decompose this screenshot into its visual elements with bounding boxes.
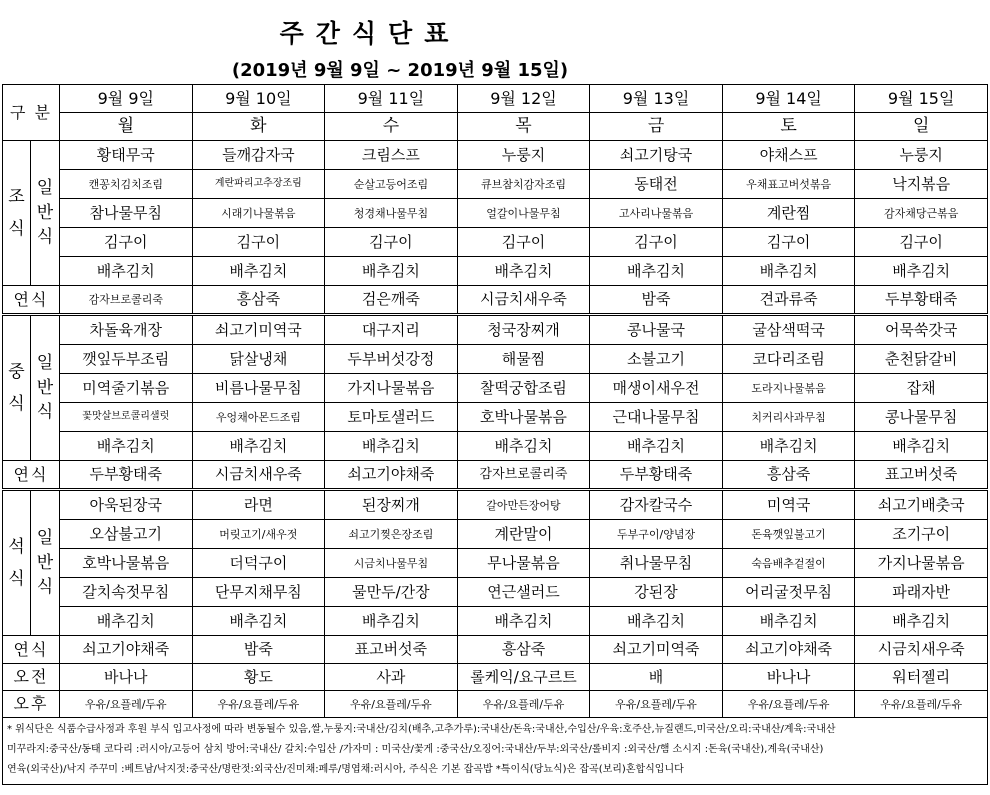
dinner-menu-item: 배추김치 bbox=[60, 607, 193, 636]
breakfast-menu-item: 야채스프 bbox=[722, 141, 855, 170]
dinner-menu-item: 배추김치 bbox=[722, 607, 855, 636]
lunch-menu-item: 가지나물볶음 bbox=[325, 374, 458, 403]
weekday-header: 목 bbox=[457, 113, 590, 141]
dinner-yeonsik-item: 쇠고기야채죽 bbox=[60, 636, 193, 664]
breakfast-menu-item: 김구이 bbox=[590, 228, 723, 257]
lunch-menu-item: 잡채 bbox=[855, 374, 988, 403]
morning-snack-item: 사과 bbox=[325, 664, 458, 691]
breakfast-yeonsik-item: 검은깨죽 bbox=[325, 286, 458, 315]
dinner-menu-item: 취나물무침 bbox=[590, 549, 723, 578]
breakfast-menu-item: 감자채당근볶음 bbox=[855, 199, 988, 228]
breakfast-menu-item: 누룽지 bbox=[457, 141, 590, 170]
dinner-menu-item: 물만두/간장 bbox=[325, 578, 458, 607]
lunch-menu-item: 근대나물무침 bbox=[590, 403, 723, 432]
breakfast-menu-item: 김구이 bbox=[722, 228, 855, 257]
dinner-yeonsik-item: 밤죽 bbox=[192, 636, 325, 664]
dinner-label: 석 식 bbox=[3, 490, 31, 636]
lunch-menu-item: 콩나물무침 bbox=[855, 403, 988, 432]
origin-note-line: 미꾸라지:중국산/동태 코다리 :러시아/고등어 삼치 방어:국내산/ 갈치:수입산 /가자미 : 미국산/꽃게 :중국산/오징어:국내산/두부:외국산/롤비지 :외국산/햄 소시지 :돈육(국내산),계육(국내산) bbox=[7, 744, 824, 755]
lunch-menu-item: 어묵쑥갓국 bbox=[855, 315, 988, 345]
breakfast-menu-item: 고사리나물볶음 bbox=[590, 199, 723, 228]
afternoon-snack-item: 우유/요플레/두유 bbox=[590, 691, 723, 718]
breakfast-menu-item: 김구이 bbox=[325, 228, 458, 257]
lunch-menu-item: 청국장찌개 bbox=[457, 315, 590, 345]
morning-snack-item: 바나나 bbox=[60, 664, 193, 691]
breakfast-yeonsik-item: 견과류죽 bbox=[722, 286, 855, 315]
weekday-header: 수 bbox=[325, 113, 458, 141]
period-subtitle: (2019년 9월 9일 ~ 2019년 9월 15일) bbox=[231, 60, 569, 81]
breakfast-menu-item: 김구이 bbox=[457, 228, 590, 257]
breakfast-menu-item: 우채표고버섯볶음 bbox=[722, 170, 855, 199]
dinner-menu-item: 머릿고기/새우젓 bbox=[192, 520, 325, 549]
lunch-menu-item: 찰떡궁합조림 bbox=[457, 374, 590, 403]
afternoon-snack-item: 우유/요플레/두유 bbox=[457, 691, 590, 718]
origin-note-line: * 위식단은 식품수급사정과 후원 부식 입고사정에 따라 변동될수 있음,쌀,누룽지:국내산/김치(배추,고추가루):국내산/돈육:국내산,수입산/우육:호주산,뉴질랜드,미국산/오리:국내산/계육:국내산 bbox=[7, 724, 836, 735]
lunch-yeonsik-item: 흥삼죽 bbox=[722, 461, 855, 490]
origin-note-line: 연육(외국산)/낙지 주꾸미 :베트남/낙지젓:중국산/명란젓:외국산/진미채:페루/명엽채:러시아, 주식은 기본 잡곡밥 *특이식(당뇨식)은 잡곡(보리)혼합식입니다 bbox=[7, 764, 684, 775]
dinner-menu-item: 라면 bbox=[192, 490, 325, 520]
dinner-yeonsik-item: 시금치새우죽 bbox=[855, 636, 988, 664]
lunch-yeonsik-item bbox=[457, 461, 590, 490]
breakfast-menu-item: 크림스프 bbox=[325, 141, 458, 170]
weekday-header: 월 bbox=[60, 113, 193, 141]
lunch-menu-item: 호박나물볶음 bbox=[457, 403, 590, 432]
lunch-menu-item: 깻잎두부조림 bbox=[60, 345, 193, 374]
dinner-yeonsik-item: 쇠고기야채죽 bbox=[722, 636, 855, 664]
morning-snack-item: 바나나 bbox=[722, 664, 855, 691]
lunch-menu-item: 춘천닭갈비 bbox=[855, 345, 988, 374]
lunch-menu-item: 대구지리 bbox=[325, 315, 458, 345]
dinner-menu-item: 쇠고기배춧국 bbox=[855, 490, 988, 520]
dinner-menu-item: 두부구이/양념장 bbox=[590, 520, 723, 549]
afternoon-snack-item: 우유/요플레/두유 bbox=[855, 691, 988, 718]
dinner-menu-item: 무나물볶음 bbox=[457, 549, 590, 578]
breakfast-menu-item: 배추김치 bbox=[60, 257, 193, 286]
lunch-menu-item: 배추김치 bbox=[325, 432, 458, 461]
lunch-menu-item: 콩나물국 bbox=[590, 315, 723, 345]
afternoon-snack-item: 우유/요플레/두유 bbox=[722, 691, 855, 718]
date-header: 9월 11일 bbox=[325, 85, 458, 113]
breakfast-menu-item: 계란파리고추장조림 bbox=[192, 170, 325, 199]
breakfast-menu-item: 배추김치 bbox=[457, 257, 590, 286]
breakfast-menu-item: 배추김치 bbox=[325, 257, 458, 286]
date-header: 9월 15일 bbox=[855, 85, 988, 113]
breakfast-menu-item: 캔꽁치김치조림 bbox=[60, 170, 193, 199]
lunch-yeonsik-label: 연식 bbox=[3, 461, 60, 490]
lunch-yeonsik-item: 표고버섯죽 bbox=[855, 461, 988, 490]
lunch-menu-item: 치커리사과무침 bbox=[722, 403, 855, 432]
dinner-menu-item: 강된장 bbox=[590, 578, 723, 607]
breakfast-menu-item: 배추김치 bbox=[590, 257, 723, 286]
dinner-menu-item: 쇠고기찢은장조림 bbox=[325, 520, 458, 549]
dinner-menu-item: 시금치나물무침 bbox=[325, 549, 458, 578]
date-header: 9월 10일 bbox=[192, 85, 325, 113]
lunch-menu-item: 매생이새우전 bbox=[590, 374, 723, 403]
afternoon-snack-item: 우유/요플레/두유 bbox=[60, 691, 193, 718]
dinner-menu-item: 감자칼국수 bbox=[590, 490, 723, 520]
breakfast-menu-item: 김구이 bbox=[192, 228, 325, 257]
breakfast-yeonsik-item: 밤죽 bbox=[590, 286, 723, 315]
dinner-menu-item: 된장찌개 bbox=[325, 490, 458, 520]
morning-snack-item: 워터젤리 bbox=[855, 664, 988, 691]
lunch-menu-item: 쇠고기미역국 bbox=[192, 315, 325, 345]
lunch-menu-item: 비름나물무침 bbox=[192, 374, 325, 403]
breakfast-yeonsik-item: 흥삼죽 bbox=[192, 286, 325, 315]
lunch-menu-item: 꽃맛살브로콜리샐럿 bbox=[60, 403, 193, 432]
lunch-menu-item: 미역줄기볶음 bbox=[60, 374, 193, 403]
dinner-menu-item: 배추김치 bbox=[192, 607, 325, 636]
dinner-yeonsik-item: 쇠고기미역죽 bbox=[590, 636, 723, 664]
breakfast-menu-item: 김구이 bbox=[60, 228, 193, 257]
breakfast-menu-item: 참나물무침 bbox=[60, 199, 193, 228]
lunch-menu-item: 배추김치 bbox=[590, 432, 723, 461]
dinner-menu-item: 단무지채무침 bbox=[192, 578, 325, 607]
breakfast-menu-item: 들깨감자국 bbox=[192, 141, 325, 170]
breakfast-menu-item: 낙지볶음 bbox=[855, 170, 988, 199]
dinner-menu-item: 호박나물볶음 bbox=[60, 549, 193, 578]
dinner-yeonsik-item: 흥삼죽 bbox=[457, 636, 590, 664]
dinner-menu-item: 갈치속젓무침 bbox=[60, 578, 193, 607]
breakfast-menu-item: 배추김치 bbox=[855, 257, 988, 286]
breakfast-menu-item: 쇠고기탕국 bbox=[590, 141, 723, 170]
lunch-general-label: 일 반 식 bbox=[31, 315, 60, 461]
lunch-menu-item: 배추김치 bbox=[722, 432, 855, 461]
dinner-menu-item: 연근샐러드 bbox=[457, 578, 590, 607]
breakfast-yeonsik-label: 연식 bbox=[3, 286, 60, 315]
breakfast-label: 조 식 bbox=[3, 141, 31, 286]
lunch-menu-item: 굴삼색떡국 bbox=[722, 315, 855, 345]
dinner-menu-item: 더덕구이 bbox=[192, 549, 325, 578]
lunch-menu-item: 토마토샐러드 bbox=[325, 403, 458, 432]
lunch-menu-item: 배추김치 bbox=[192, 432, 325, 461]
lunch-menu-item: 도라지나물볶음 bbox=[722, 374, 855, 403]
menu-table bbox=[2, 84, 988, 785]
date-header: 9월 13일 bbox=[590, 85, 723, 113]
lunch-menu-item: 배추김치 bbox=[60, 432, 193, 461]
dinner-yeonsik-label: 연식 bbox=[3, 636, 60, 664]
breakfast-menu-item: 배추김치 bbox=[192, 257, 325, 286]
weekday-header: 화 bbox=[192, 113, 325, 141]
breakfast-yeonsik-item: 감자브로콜리죽 bbox=[60, 286, 193, 315]
dinner-menu-item: 배추김치 bbox=[457, 607, 590, 636]
dinner-menu-item: 오삼불고기 bbox=[60, 520, 193, 549]
morning-snack-item: 배 bbox=[590, 664, 723, 691]
dinner-menu-item: 어리굴젓무침 bbox=[722, 578, 855, 607]
lunch-menu-item: 배추김치 bbox=[855, 432, 988, 461]
breakfast-general-label: 일 반 식 bbox=[31, 141, 60, 286]
dinner-menu-item: 계란말이 bbox=[457, 520, 590, 549]
gubun-header: 구 분 bbox=[3, 85, 60, 141]
dinner-menu-item: 배추김치 bbox=[325, 607, 458, 636]
afternoon-snack-label: 오후 bbox=[3, 691, 60, 718]
lunch-menu-item: 닭살냉채 bbox=[192, 345, 325, 374]
lunch-yeonsik-item: 쇠고기야채죽 bbox=[325, 461, 458, 490]
dinner-menu-item: 파래자반 bbox=[855, 578, 988, 607]
breakfast-menu-item: 황태무국 bbox=[60, 141, 193, 170]
dinner-yeonsik-item: 표고버섯죽 bbox=[325, 636, 458, 664]
breakfast-yeonsik-item: 두부황태죽 bbox=[855, 286, 988, 315]
dinner-menu-item: 조기구이 bbox=[855, 520, 988, 549]
page-title: 주간식단표 bbox=[279, 19, 461, 48]
lunch-menu-item: 소불고기 bbox=[590, 345, 723, 374]
dinner-menu-item: 미역국 bbox=[722, 490, 855, 520]
origin-notes bbox=[3, 718, 988, 785]
dinner-menu-item: 가지나물볶음 bbox=[855, 549, 988, 578]
date-header: 9월 14일 bbox=[722, 85, 855, 113]
lunch-yeonsik-item: 두부황태죽 bbox=[60, 461, 193, 490]
breakfast-menu-item: 큐브참치감자조림 bbox=[457, 170, 590, 199]
dinner-menu-item: 숙음배추겉절이 bbox=[722, 549, 855, 578]
lunch-yeonsik-item: 두부황태죽 bbox=[590, 461, 723, 490]
dinner-menu-item: 배추김치 bbox=[590, 607, 723, 636]
morning-snack-label: 오전 bbox=[3, 664, 60, 691]
breakfast-menu-item: 시래기나물볶음 bbox=[192, 199, 325, 228]
dinner-menu-item: 돈육깻잎불고기 bbox=[722, 520, 855, 549]
dinner-general-label: 일 반 식 bbox=[31, 490, 60, 636]
lunch-yeonsik-item: 시금치새우죽 bbox=[192, 461, 325, 490]
lunch-label: 중 식 bbox=[3, 315, 31, 461]
dinner-menu-item: 아욱된장국 bbox=[60, 490, 193, 520]
breakfast-menu-item: 순살고등어조림 bbox=[325, 170, 458, 199]
breakfast-menu-item: 동태전 bbox=[590, 170, 723, 199]
afternoon-snack-item: 우유/요플레/두유 bbox=[325, 691, 458, 718]
afternoon-snack-item: 우유/요플레/두유 bbox=[192, 691, 325, 718]
weekday-header: 토 bbox=[722, 113, 855, 141]
lunch-menu-item: 두부버섯강정 bbox=[325, 345, 458, 374]
breakfast-menu-item: 청경채나물무침 bbox=[325, 199, 458, 228]
morning-snack-item: 황도 bbox=[192, 664, 325, 691]
breakfast-menu-item: 김구이 bbox=[855, 228, 988, 257]
lunch-menu-item: 차돌육개장 bbox=[60, 315, 193, 345]
lunch-menu-item: 우엉채아몬드조림 bbox=[192, 403, 325, 432]
dinner-menu-item: 갈아만든장어탕 bbox=[457, 490, 590, 520]
dinner-menu-item: 배추김치 bbox=[855, 607, 988, 636]
breakfast-menu-item: 얼갈이나물무침 bbox=[457, 199, 590, 228]
breakfast-menu-item: 계란찜 bbox=[722, 199, 855, 228]
breakfast-yeonsik-item: 시금치새우죽 bbox=[457, 286, 590, 315]
breakfast-menu-item: 누룽지 bbox=[855, 141, 988, 170]
weekday-header: 일 bbox=[855, 113, 988, 141]
breakfast-menu-item: 배추김치 bbox=[722, 257, 855, 286]
morning-snack-item: 롤케익/요구르트 bbox=[457, 664, 590, 691]
lunch-menu-item: 배추김치 bbox=[457, 432, 590, 461]
weekday-header: 금 bbox=[590, 113, 723, 141]
lunch-menu-item: 코다리조림 bbox=[722, 345, 855, 374]
date-header: 9월 12일 bbox=[457, 85, 590, 113]
lunch-yeonsik-item-text: 감자브로콜리죽 bbox=[479, 466, 568, 482]
lunch-menu-item: 해물찜 bbox=[457, 345, 590, 374]
date-header: 9월 9일 bbox=[60, 85, 193, 113]
